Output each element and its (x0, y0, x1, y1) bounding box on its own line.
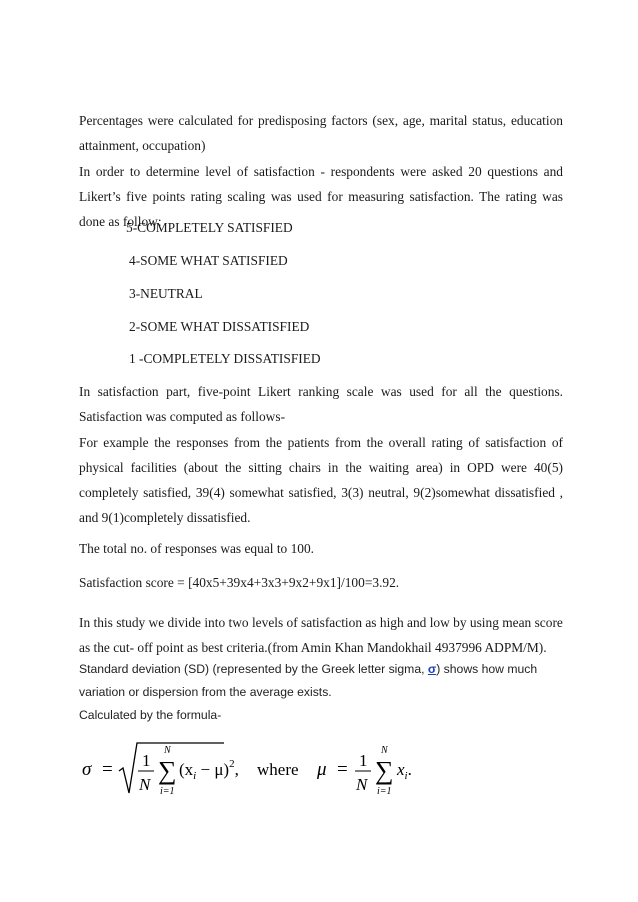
formula-where: where (257, 760, 299, 779)
formula-subscript-i: i (193, 770, 197, 782)
paragraph-predisposing-factors: Percentages were calculated for predisposing factors (sex, age, marital status, education attainment, occupation) (79, 113, 563, 153)
paragraph-satisfaction-part: In satisfaction part, five-point Likert ranking scale was used for all the questions. Satisfaction was computed as follows- (79, 384, 563, 424)
formula-mu-denominator-n: N (356, 775, 368, 794)
paragraph-satisfaction-score: Satisfaction score = [40x5+39x4+3x3+9x2+9x1]/100=3.92. (79, 575, 400, 590)
formula-mu-x: x (397, 760, 405, 779)
paragraph-example: For example the responses from the patients from the overall rating of satisfaction of physical facilities (about the sitting chairs in the waiting area) in OPD were 40(5) completely satisfied, 39(4) somewhat satisfied, 3(3) neutral, 9(2)somewhat dissatisfied , and 9(1)completely dissatisfied. (79, 435, 563, 525)
formula-mu-equals: = (337, 759, 348, 780)
formula-mu: μ (317, 759, 327, 780)
formula-sum-lower-limit: i=1 (160, 786, 175, 797)
formula-sigma: σ (82, 759, 92, 780)
formula-denominator-n: N (139, 775, 151, 794)
sigma-link[interactable]: σ (427, 662, 437, 676)
scale-item-1: 1 -COMPLETELY DISSATISFIED (129, 351, 321, 366)
formula-comma: , (234, 760, 239, 779)
paragraph-total-responses: The total no. of responses was equal to 100. (79, 541, 315, 556)
paragraph-calculated-by: Calculated by the formula- (79, 708, 222, 722)
formula-mu-numerator-one: 1 (359, 751, 368, 770)
formula-term-open: (x (179, 760, 194, 779)
formula-mu-term (396, 760, 412, 782)
scale-item-4: 4-SOME WHAT SATISFIED (129, 253, 288, 268)
paragraph-standard-deviation (79, 658, 549, 704)
formula-sum-sign: ∑ (158, 756, 177, 785)
formula-sum-upper-limit: N (164, 745, 171, 756)
formula-numerator-one: 1 (142, 751, 151, 770)
scale-item-3: 3-NEUTRAL (129, 286, 203, 301)
formula-mu-subscript-i: i (404, 770, 408, 782)
formula-mu-sum-lower-limit: i=1 (377, 786, 392, 797)
formula-superscript-2: 2 (229, 758, 235, 770)
formula-mu-sum-sign: ∑ (375, 756, 394, 785)
formula-period: . (407, 760, 412, 779)
paragraph-cut-off: In this study we divide into two levels of satisfaction as high and low by using mean score as the cut- off point as best criteria.(from Amin Khan Mandokhail 4937996 ADPM/M). (79, 615, 563, 655)
formula-mu-sum-upper-limit: N (381, 745, 388, 756)
formula-term-rest: − μ) (196, 760, 230, 779)
formula-equals: = (102, 759, 113, 780)
paragraph-likert-intro: In order to determine level of satisfaction - respondents were asked 20 questions and Likert’s five points rating scaling was used for measuring satisfaction. The rating was done as follow: (79, 164, 563, 229)
sd-text-before: Standard deviation (SD) (represented by the Greek letter sigma, (79, 662, 428, 676)
scale-item-2: 2-SOME WHAT DISSATISFIED (129, 319, 310, 334)
standard-deviation-formula (79, 738, 499, 800)
scale-item-5: 5-COMPLETELY SATISFIED (126, 220, 293, 235)
formula-squared-term (179, 758, 239, 782)
sd-text-after: ) shows how much variation or dispersion from the average exists. (79, 662, 538, 699)
